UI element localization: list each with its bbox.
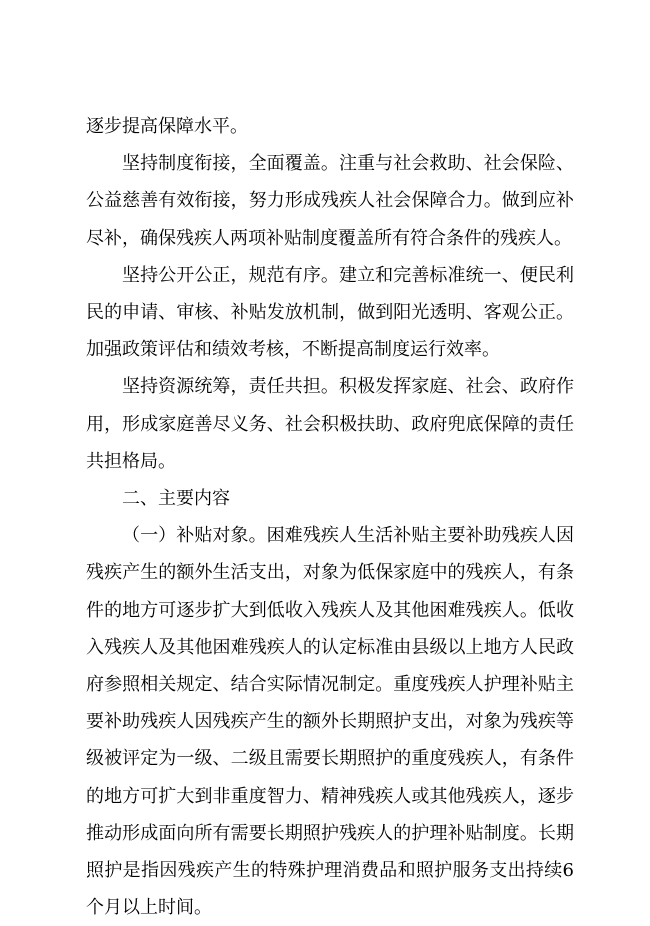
paragraph-resource-coordination: 坚持资源统筹，责任共担。积极发挥家庭、社会、政府作用，形成家庭善尽义务、社会积极扶助、政府兜底保障的责任共担格局。 <box>86 376 574 472</box>
paragraph-continuation: 逐步提高保障水平。 <box>86 116 248 137</box>
paragraph-fairness-order: 坚持公开公正，规范有序。建立和完善标准统一、便民利民的申请、审核、补贴发放机制，做到阳光透明、客观公正。加强政策评估和绩效考核，不断提高制度运行效率。 <box>86 264 574 361</box>
document-body <box>86 108 574 926</box>
section-heading-main-content: 二、主要内容 <box>122 488 230 510</box>
paragraph-subsidy-recipients: （一）补贴对象。困难残疾人生活补贴主要补助残疾人因残疾产生的额外生活支出，对象为低保家庭中的残疾人，有条件的地方可逐步扩大到低收入残疾人及其他困难残疾人。低收入残疾人及其他困难残疾人的认定标准由县级以上地方人民政府参照相关规定、结合实际情况制定。重度残疾人护理补贴主要补助残疾人因残疾产生的额外长期照护支出，对象为残疾等级被评定为一级、二级且需要长期照护的重度残疾人，有条件的地方可扩大到非重度智力、精神残疾人或其他残疾人，逐步推动形成面向所有需要长期照护残疾人的护理补贴制度。长期照护是指因残疾产生的特殊护理消费品和照护服务支出持续6个月以上时间。 <box>86 525 574 919</box>
paragraph-institutional-linkage: 坚持制度衔接，全面覆盖。注重与社会救助、社会保险、公益慈善有效衔接，努力形成残疾人社会保障合力。做到应补尽补，确保残疾人两项补贴制度覆盖所有符合条件的残疾人。 <box>86 153 574 249</box>
